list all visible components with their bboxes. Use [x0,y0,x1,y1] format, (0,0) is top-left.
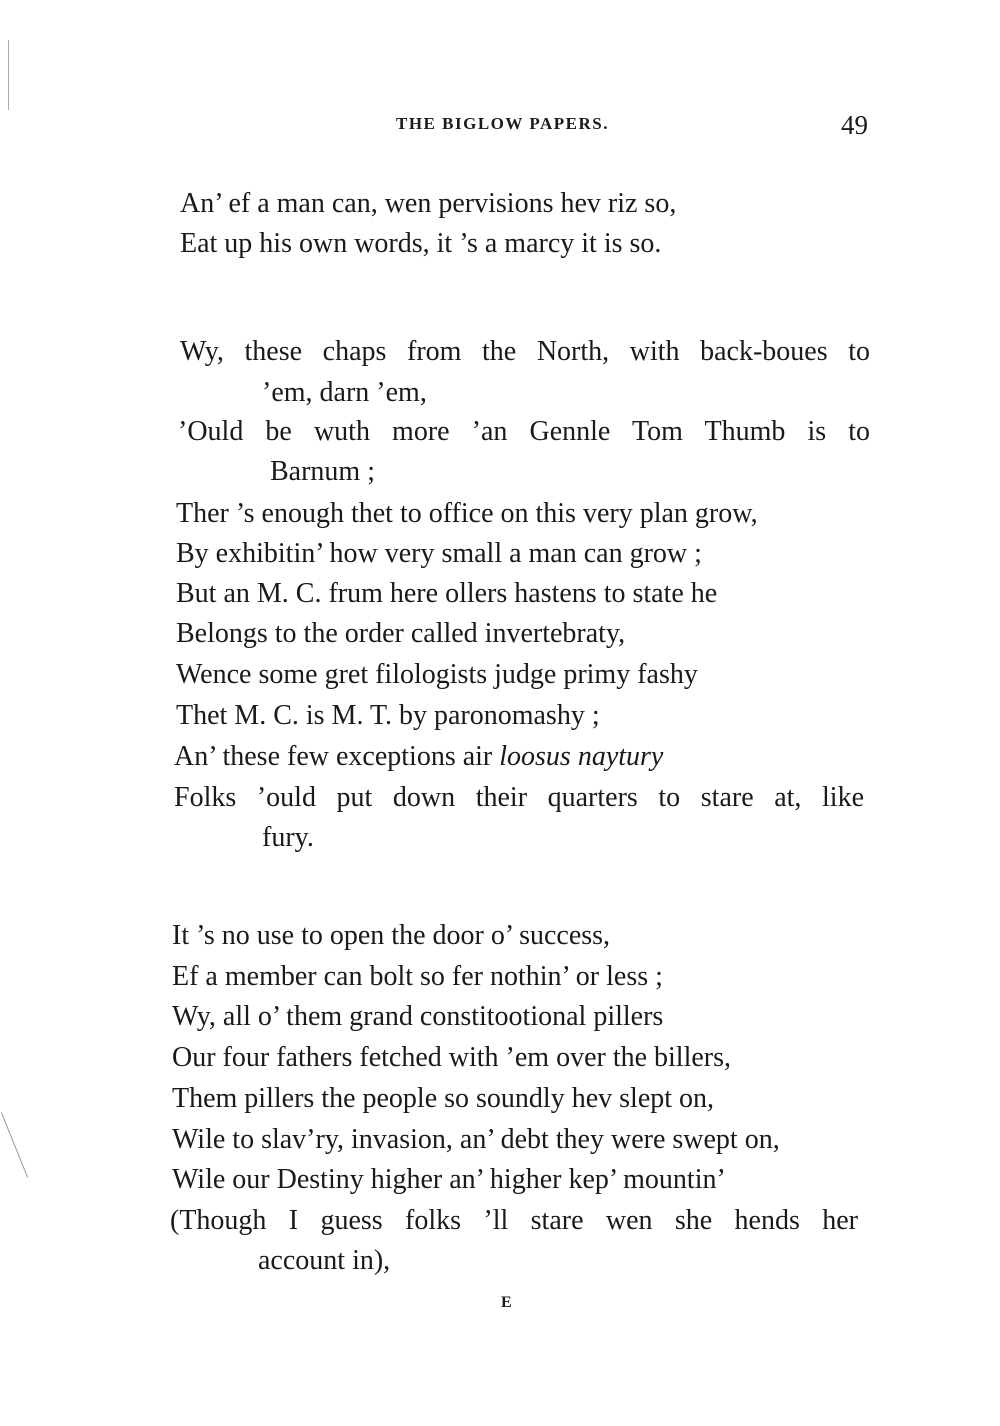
verse-line [174,743,663,771]
verse-line: (Though I guess folks ’ll stare wen she hends her [170,1205,858,1236]
running-title: THE BIGLOW PAPERS. [396,114,609,133]
verse-line: It ’s no use to open the door o’ success, [172,920,611,951]
verse-line-continuation: ’em, darn ’em, [262,377,427,408]
scan-mark [1,1112,28,1177]
verse-line: Belongs to the order called invertebraty, [176,618,626,649]
verse-line-text: An’ these few exceptions air [174,741,500,772]
verse-line: Thet M. C. is M. T. by paronomashy ; [176,700,600,731]
verse-line-continuation: Barnum ; [270,456,375,487]
verse-line: Wy, these chaps from the North, with back-boues to [180,336,870,367]
verse-line: Folks ’ould put down their quarters to stare at, like [174,782,864,813]
verse-line: Wile our Destiny higher an’ higher kep’ mountin’ [172,1164,726,1195]
verse-line: An’ ef a man can, wen pervisions hev riz so, [180,188,677,219]
verse-line: Them pillers the people so soundly hev slept on, [172,1083,715,1114]
verse-line-continuation: account in), [258,1245,391,1276]
verse-line: Eat up his own words, it ’s a marcy it is so. [180,228,662,259]
page-number: 49 [841,110,868,140]
verse-line: Wy, all o’ them grand constitootional pillers [172,1001,664,1032]
latin-phrase: loosus naytury [499,741,664,772]
verse-line: Wile to slav’ry, invasion, an’ debt they were swept on, [172,1124,780,1155]
verse-line: Ther ’s enough thet to office on this very plan grow, [176,498,758,529]
verse-line: Ef a member can bolt so fer nothin’ or less ; [172,961,663,992]
verse-line-continuation: fury. [262,822,314,853]
verse-line: Our four fathers fetched with ’em over the billers, [172,1042,732,1073]
signature-mark: E [501,1294,512,1311]
verse-line: By exhibitin’ how very small a man can grow ; [176,538,702,569]
verse-line: ’Ould be wuth more ’an Gennle Tom Thumb is to [178,416,870,447]
verse-line: Wence some gret filologists judge primy fashy [176,659,698,690]
verse-line: But an M. C. frum here ollers hastens to state he [176,578,718,609]
scan-mark [8,40,9,110]
